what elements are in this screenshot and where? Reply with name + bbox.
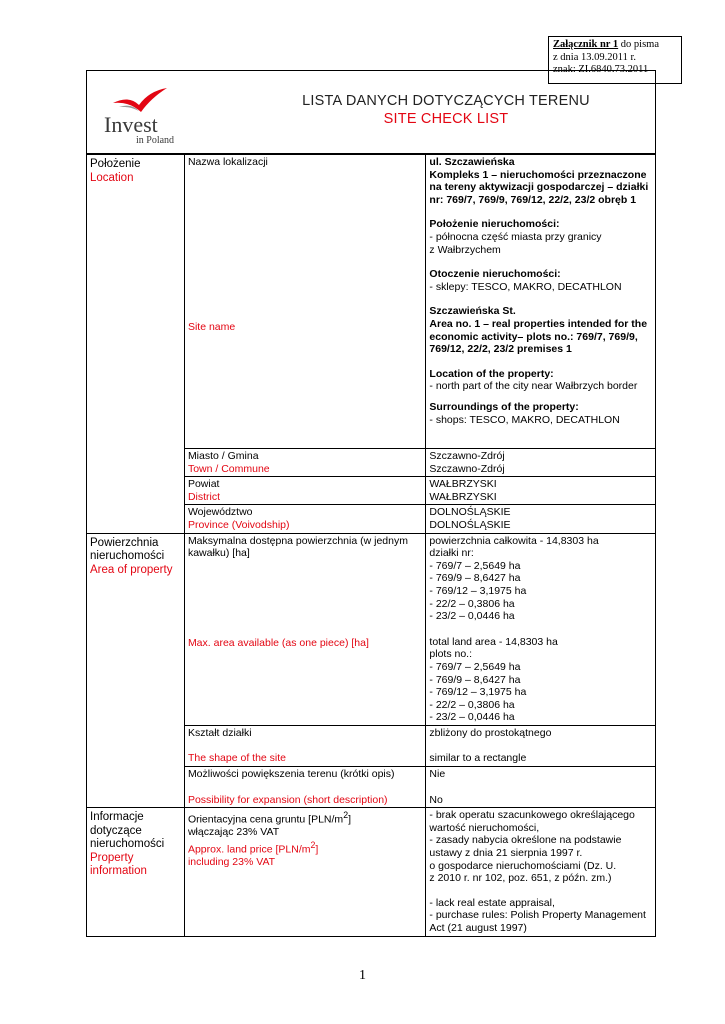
- section-location-pl: Położenie: [90, 158, 141, 170]
- land-price-label-en1: Approx. land price $[PLN/m^2]$: [187, 839, 319, 856]
- land-price-pl-1: - brak operatu szacunkowego określającego wartość nieruchomości,: [429, 809, 635, 834]
- province-label-en: Province (Voivodship): [187, 518, 290, 531]
- province-value-en: DOLNOŚLĄSKIE: [429, 518, 511, 531]
- plot-en-2: - 769/9 – 8,6427 ha: [429, 673, 521, 686]
- site-name-label-cell: [184, 155, 425, 449]
- surroundings-heading-pl: Otoczenie nieruchomości:: [429, 268, 561, 281]
- surroundings-text-pl: - sklepy: TESCO, MAKRO, DECATHLON: [429, 280, 622, 293]
- shape-value-pl: zbliżony do prostokątnego: [429, 726, 552, 739]
- page-number: 1: [359, 968, 366, 983]
- land-price-value-cell: [426, 808, 656, 936]
- section-area-en: Area of property: [90, 563, 173, 576]
- surroundings-text-en: - shops: TESCO, MAKRO, DECATHLON: [429, 413, 620, 426]
- position-line2-pl: z Wałbrzychem: [429, 243, 501, 256]
- town-value-pl: Szczawno-Zdrój: [429, 450, 505, 462]
- site-name-value-cell: [426, 155, 656, 449]
- title-polish: LISTA DANYCH DOTYCZĄCYCH TERENU: [302, 93, 590, 109]
- section-property-pl3: nieruchomości: [90, 838, 165, 851]
- title-english: SITE CHECK LIST: [383, 111, 509, 127]
- town-label-cell: [184, 449, 425, 477]
- site-name-description-en: Area no. 1 – real properties intended for the economic activity– plots no.: 769/7, 769/9, 769/12, 22/2, 23/2 premises 1: [429, 317, 648, 356]
- land-price-label-en1-text: Approx. land price [PLN/m: [187, 843, 311, 856]
- land-price-label-pl1: Orientacyjna cena gruntu $[PLN/m^2]$: [187, 810, 351, 826]
- district-label-cell: [184, 477, 425, 505]
- logo-swoosh-icon: [99, 85, 179, 149]
- invest-in-poland-logo: [99, 85, 179, 149]
- table-row-site-name: [87, 155, 656, 449]
- land-price-sup-pl: 2: [343, 810, 349, 821]
- logo-sub-text: in Poland: [136, 135, 175, 146]
- shape-label-en: The shape of the site: [187, 752, 287, 765]
- max-area-label-en: Max. area available (as one piece) [ha]: [187, 636, 369, 649]
- district-value-pl: WAŁBRZYSKI: [429, 478, 497, 491]
- plot-en-3: - 769/12 – 3,1975 ha: [429, 686, 527, 699]
- attachment-ref: znak: ZI.6840.73.2011: [553, 64, 649, 75]
- plot-pl-4: - 22/2 – 0,3806 ha: [429, 597, 515, 610]
- plots-label-pl: działki nr:: [429, 547, 474, 560]
- town-value-en: Szczawno-Zdrój: [429, 462, 505, 475]
- section-property-pl2: dotyczące: [90, 824, 142, 837]
- shape-label-cell: [184, 725, 425, 766]
- site-name-heading-en: Szczawieńska St.: [429, 305, 516, 318]
- plot-pl-2: - 769/9 – 8,6427 ha: [429, 572, 521, 585]
- plot-pl-5: - 23/2 – 0,0446 ha: [429, 610, 515, 623]
- logo-main-text: Invest: [104, 112, 158, 137]
- expansion-label-cell: [184, 767, 425, 808]
- surroundings-heading-en: Surroundings of the property:: [429, 400, 579, 413]
- plot-en-1: - 769/7 – 2,5649 ha: [429, 660, 521, 673]
- section-area: [87, 533, 185, 808]
- land-price-sup-en: 2: [310, 839, 316, 850]
- section-property-pl1: Informacje: [90, 811, 144, 824]
- section-property-en1: Property: [90, 851, 134, 864]
- land-price-en-2: - purchase rules: Polish Property Management Act (21 august 1997): [429, 909, 646, 934]
- site-name-label-en: Site name: [187, 321, 236, 333]
- plot-en-5: - 23/2 – 0,0446 ha: [429, 711, 515, 724]
- province-value-cell: [426, 505, 656, 533]
- land-price-pl-4: z 2010 r. nr 102, poz. 651, z późn. zm.): [429, 872, 612, 885]
- section-area-pl2: nieruchomości: [90, 550, 165, 563]
- town-value-cell: [426, 449, 656, 477]
- position-text-en: - north part of the city near Wałbrzych border: [429, 380, 638, 393]
- section-area-pl1: Powierzchnia: [90, 536, 159, 549]
- section-location-en: Location: [90, 171, 134, 184]
- attachment-label-suffix: do pisma: [618, 39, 659, 50]
- district-value-en: WAŁBRZYSKI: [429, 490, 497, 503]
- site-name-heading-pl: ul. Szczawieńska: [429, 156, 515, 168]
- plot-pl-3: - 769/12 – 3,1975 ha: [429, 584, 527, 597]
- plot-en-4: - 22/2 – 0,3806 ha: [429, 698, 515, 711]
- plots-label-en: plots no.:: [429, 648, 473, 661]
- total-area-pl: powierzchnia całkowita - 14,8303 ha: [429, 534, 599, 547]
- site-check-table: [86, 154, 656, 937]
- town-label-en: Town / Commune: [187, 462, 270, 475]
- land-price-label-cell: [184, 808, 425, 936]
- max-area-label-cell: [184, 533, 425, 725]
- district-label-en: District: [187, 490, 221, 503]
- site-name-description-pl: Kompleks 1 – nieruchomości przeznaczone na tereny aktywizacji gospodarczej – działki nr: 769/7, 769/9, 769/12, 22/2, 23/2 obręb 1: [429, 168, 649, 206]
- document-header: [86, 70, 656, 154]
- table-row-max-area: [87, 533, 656, 725]
- shape-value-en: similar to a rectangle: [429, 752, 527, 765]
- land-price-label-en2: including 23% VAT: [187, 856, 276, 869]
- site-name-label-pl: Nazwa lokalizacji: [187, 156, 268, 168]
- province-label-cell: [184, 505, 425, 533]
- expansion-label-pl: Możliwości powiększenia terenu (krótki opis): [187, 768, 395, 781]
- expansion-value-pl: Nie: [429, 768, 446, 781]
- expansion-value-cell: [426, 767, 656, 808]
- attachment-date: z dnia 13.09.2011 r.: [553, 51, 637, 63]
- district-label-pl: Powiat: [187, 478, 220, 491]
- land-price-pl-3: o gospodarce nieruchomościami (Dz. U.: [429, 859, 617, 872]
- section-property: [87, 808, 185, 936]
- land-price-en-1: - lack real estate appraisal,: [429, 896, 555, 909]
- plot-pl-1: - 769/7 – 2,5649 ha: [429, 559, 521, 572]
- attachment-label: Załącznik nr 1: [553, 39, 619, 50]
- table-row-land-price: [87, 808, 656, 936]
- expansion-label-en: Possibility for expansion (short description): [187, 793, 388, 806]
- section-location: [87, 155, 185, 534]
- max-area-value-cell: [426, 533, 656, 725]
- land-price-label-pl1-text: Orientacyjna cena gruntu [PLN/m: [187, 813, 344, 826]
- province-value-pl: DOLNOŚLĄSKIE: [429, 506, 511, 519]
- province-label-pl: Województwo: [187, 506, 253, 519]
- max-area-label-pl: Maksymalna dostępna powierzchnia (w jednym kawałku) [ha]: [187, 534, 408, 560]
- town-label-pl: Miasto / Gmina: [187, 450, 259, 462]
- position-line1-pl: - północna część miasta przy granicy: [429, 230, 602, 243]
- position-heading-pl: Położenie nieruchomości:: [429, 218, 560, 231]
- section-property-en2: information: [90, 865, 147, 878]
- shape-value-cell: [426, 725, 656, 766]
- land-price-pl-2: - zasady nabycia określone na podstawie ustawy z dnia 21 sierpnia 1997 r.: [429, 834, 622, 860]
- attachment-label-line: [553, 39, 677, 52]
- position-heading-en: Location of the property:: [429, 367, 554, 380]
- expansion-value-en: No: [429, 793, 443, 806]
- shape-label-pl: Kształt działki: [187, 726, 252, 739]
- district-value-cell: [426, 477, 656, 505]
- land-price-label-pl2: włączając 23% VAT: [187, 826, 280, 839]
- total-area-en: total land area - 14,8303 ha: [429, 635, 558, 648]
